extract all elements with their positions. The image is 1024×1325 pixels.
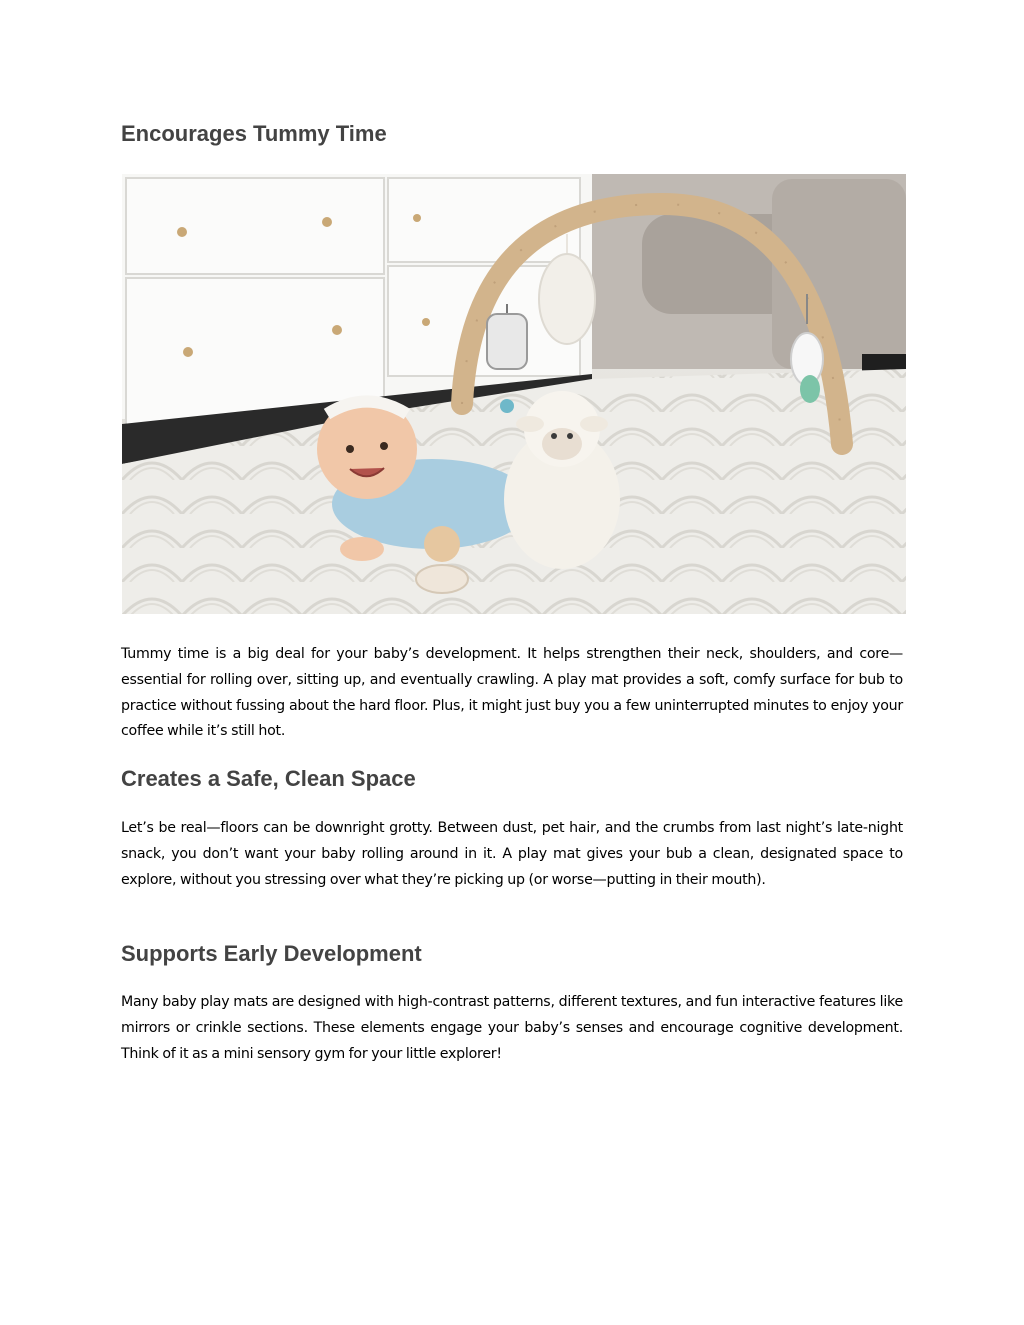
heading-tummy-time: Encourages Tummy Time [121,121,387,146]
early-development-paragraph: Many baby play mats are designed with high-contrast patterns, different textures, and fun interactive features like mirrors or crinkle sections. These elements engage your baby’s senses and encourage cognitive development. Think of it as a mini sensory gym for your little explorer! [121,994,903,1062]
tummy-time-paragraph: Tummy time is a big deal for your baby’s development. It helps strengthen their neck, shoulders, and core—essential for rolling over, sitting up, and eventually crawling. A play mat provides a soft, comfy surface for bub to practice without fussing about the hard floor. Plus, it might just buy you a few uninterrupted minutes to enjoy your coffee while it’s still hot. [121,646,903,740]
safe-clean-space-paragraph: Let’s be real—floors can be downright grotty. Between dust, pet hair, and the crumbs from last night’s late-night snack, you don’t want your baby rolling around in it. A play mat gives your bub a clean, designated space to explore, without you stressing over what they’re picking up (or worse—putting in their mouth). [121,820,903,888]
baby-play-mat-photo [122,174,906,614]
heading-early-development: Supports Early Development [121,941,422,966]
heading-safe-clean-space: Creates a Safe, Clean Space [121,766,416,791]
